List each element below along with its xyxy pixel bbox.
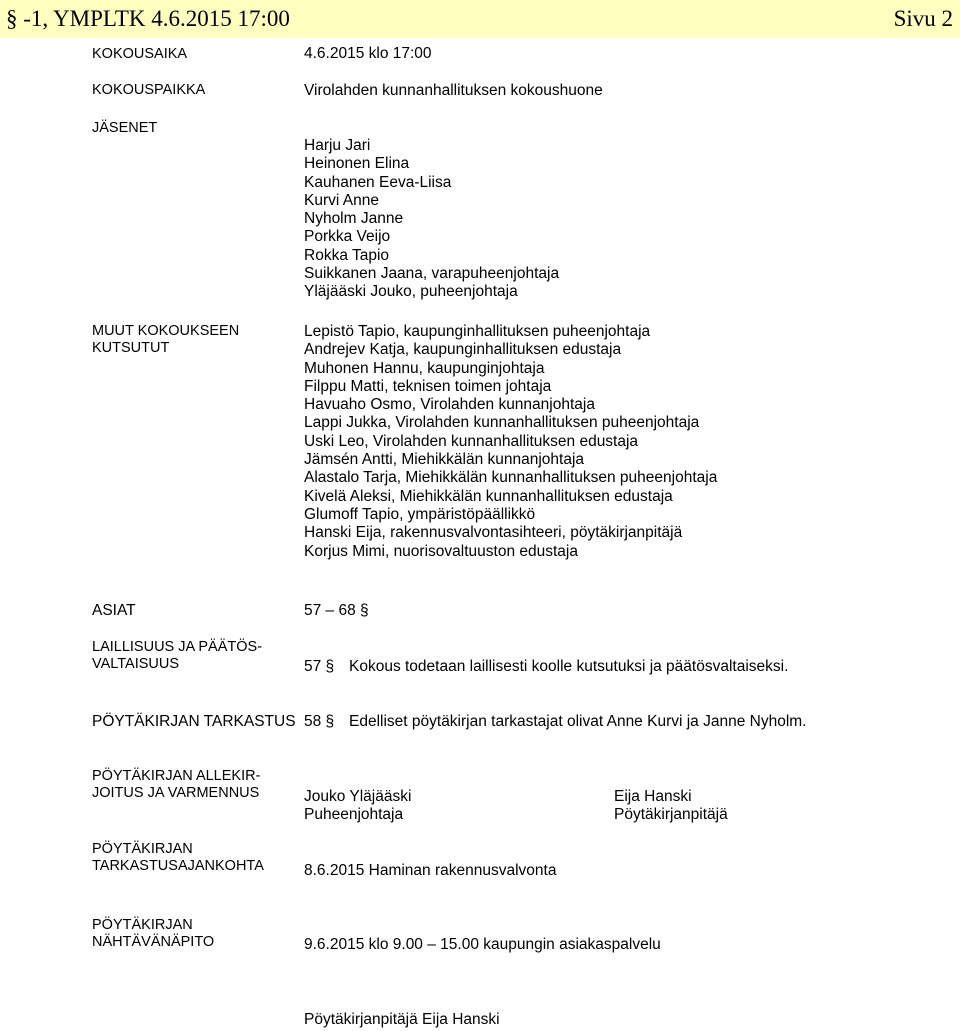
invited-item: Kivelä Aleksi, Miehikkälän kunnanhallituksen edustaja bbox=[304, 487, 673, 505]
section-number-57: 57 § bbox=[304, 658, 335, 675]
member-item: Kurvi Anne bbox=[304, 191, 379, 209]
allekirjoitus-label: PÖYTÄKIRJAN ALLEKIR- JOITUS JA VARMENNUS bbox=[92, 768, 261, 801]
invited-item: Lappi Jukka, Virolahden kunnanhallituksen puheenjohtaja bbox=[304, 414, 700, 432]
asiat-label: ASIAT bbox=[92, 602, 136, 619]
kokouspaikka-value: Virolahden kunnanhallituksen kokoushuone bbox=[304, 82, 603, 99]
signer-secretary-role: Pöytäkirjanpitäjä bbox=[614, 806, 728, 824]
member-item: Rokka Tapio bbox=[304, 246, 390, 264]
tarkastusajankohta-label: PÖYTÄKIRJAN TARKASTUSAJANKOHTA bbox=[92, 841, 264, 874]
invited-item: Glumoff Tapio, ympäristöpäällikkö bbox=[304, 505, 536, 523]
muut-label: MUUT KOKOUKSEEN KUTSUTUT bbox=[92, 323, 240, 356]
section-number-58: 58 § bbox=[304, 713, 335, 730]
member-item: Porkka Veijo bbox=[304, 228, 391, 246]
signer-secretary-name: Eija Hanski bbox=[614, 788, 692, 805]
page-header bbox=[0, 0, 960, 38]
member-item: Harju Jari bbox=[304, 137, 371, 154]
member-item: Heinonen Elina bbox=[304, 155, 410, 173]
member-item: Yläjääski Jouko, puheenjohtaja bbox=[304, 283, 518, 301]
signer-secretary bbox=[614, 788, 728, 825]
invited-item: Jämsén Antti, Miehikkälän kunnanjohtaja bbox=[304, 451, 585, 469]
invited-item: Korjus Mimi, nuorisovaltuuston edustaja bbox=[304, 542, 578, 560]
invited-item: Andrejev Katja, kaupunginhallituksen edustaja bbox=[304, 341, 622, 359]
kokousaika-label: KOKOUSAIKA bbox=[92, 46, 188, 62]
tarkastusajankohta-value: 8.6.2015 Haminan rakennusvalvonta bbox=[304, 862, 557, 879]
invited-list bbox=[304, 323, 717, 561]
footer-signature: Pöytäkirjanpitäjä Eija Hanski bbox=[304, 1011, 500, 1028]
signer-chair-name: Jouko Yläjääski bbox=[304, 788, 412, 805]
kokouspaikka-label: KOKOUSPAIKKA bbox=[92, 82, 206, 98]
signer-chair bbox=[304, 788, 411, 825]
jasenet-label: JÄSENET bbox=[92, 120, 158, 136]
member-item: Kauhanen Eeva-Liisa bbox=[304, 173, 452, 191]
invited-item: Lepistö Tapio, kaupunginhallituksen puheenjohtaja bbox=[304, 323, 651, 340]
member-item: Suikkanen Jaana, varapuheenjohtaja bbox=[304, 265, 560, 283]
tarkastus-text: Edelliset pöytäkirjan tarkastajat olivat Anne Kurvi ja Janne Nyholm. bbox=[349, 713, 807, 730]
invited-item: Filppu Matti, teknisen toimen johtaja bbox=[304, 377, 552, 395]
asiat-value: 57 – 68 § bbox=[304, 602, 369, 619]
page-number: Sivu 2 bbox=[893, 6, 953, 31]
signer-chair-role: Puheenjohtaja bbox=[304, 806, 404, 824]
invited-item: Hanski Eija, rakennusvalvontasihteeri, pöytäkirjanpitäjä bbox=[304, 524, 683, 542]
members-list bbox=[304, 137, 559, 302]
invited-item: Muhonen Hannu, kaupunginjohtaja bbox=[304, 359, 545, 377]
tarkastus-label: PÖYTÄKIRJAN TARKASTUS bbox=[92, 713, 296, 730]
member-item: Nyholm Janne bbox=[304, 210, 404, 228]
nahtavanapito-value: 9.6.2015 klo 9.00 – 15.00 kaupungin asiakaspalvelu bbox=[304, 936, 661, 953]
laillisuus-text: Kokous todetaan laillisesti koolle kutsutuksi ja päätösvaltaiseksi. bbox=[349, 658, 789, 675]
invited-item: Havuaho Osmo, Virolahden kunnanjohtaja bbox=[304, 396, 595, 414]
nahtavanapito-label: PÖYTÄKIRJAN NÄHTÄVÄNÄPITO bbox=[92, 917, 215, 950]
kokousaika-value: 4.6.2015 klo 17:00 bbox=[304, 45, 432, 62]
invited-item: Uski Leo, Virolahden kunnanhallituksen edustaja bbox=[304, 432, 639, 450]
header-title: § -1, YMPLTK 4.6.2015 17:00 bbox=[6, 6, 290, 31]
laillisuus-label: LAILLISUUS JA PÄÄTÖS- VALTAISUUS bbox=[92, 639, 263, 672]
invited-item: Alastalo Tarja, Miehikkälän kunnanhallituksen puheenjohtaja bbox=[304, 469, 718, 487]
